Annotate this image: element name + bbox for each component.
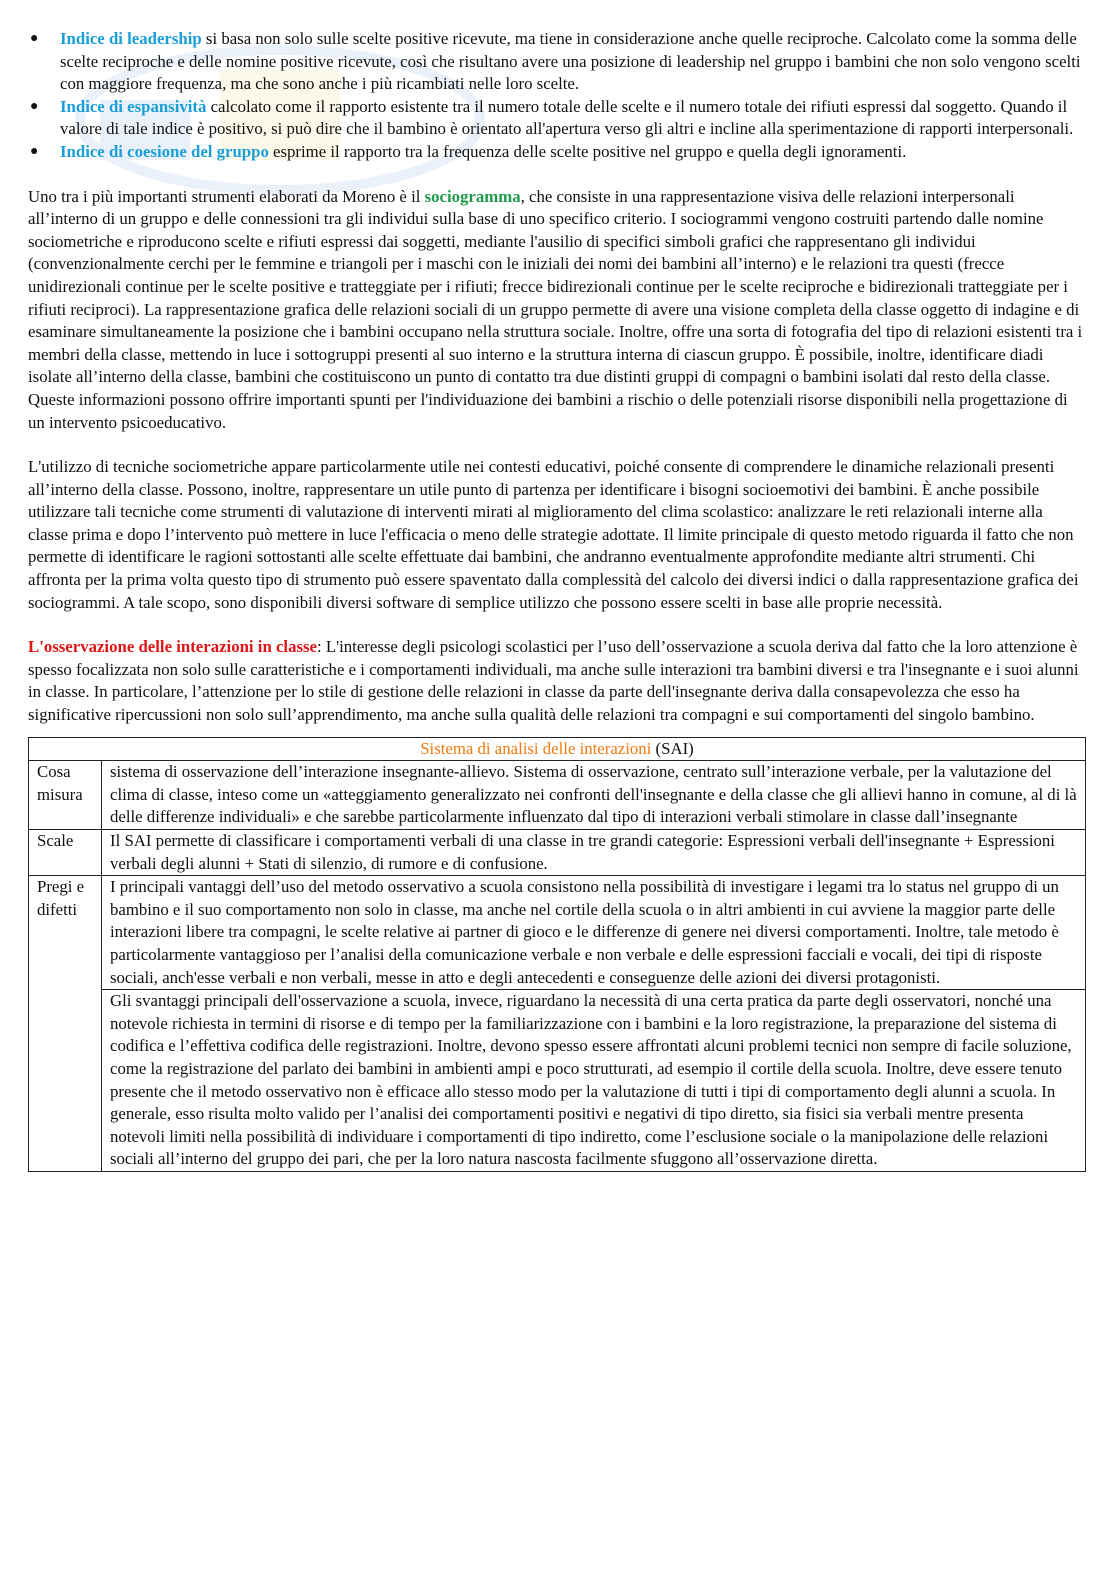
term-leadership: Indice di leadership [60,29,202,48]
row-label: Pregi e difetti [29,876,102,1172]
paragraph-text: Uno tra i più importanti strumenti elaborati da Moreno è il [28,186,425,206]
row-label: Cosa misura [29,761,102,830]
term-osservazione: L'osservazione delle interazioni in classe [28,637,317,657]
bullet-icon: ● [30,31,39,46]
table-row [29,830,1086,876]
paragraph-text: , che consiste in una rappresentazione visiva delle relazioni interpersonali all’interno di un gruppo e delle connessioni tra gli individui sulla base di uno specifico criterio. I sociogrammi vengono costruiti partendo dalle nomine sociometriche e riproducono scelte e rifiuti espressi dai soggetti, mediante l'ausilio di specifici simboli grafici che rappresentano gli individui (convenzionalmente cerchi per le femmine e triangoli per i maschi con le iniziali dei nomi dei bambini all’interno) e le relazioni tra questi (frecce unidirezionali continue per le scelte positive e tratteggiate per i rifiuti; frecce bidirezionali continue per le scelte reciproche e bidirezionali tratteggiate per i rifiuti reciproci). La rappresentazione grafica delle relazioni sociali di un gruppo permette di avere una visione completa della classe oggetto di indagine e di esaminare simultaneamente la posizione che i bambini occupano nella struttura sociale. Inoltre, offre una sorta di fotografia del tipo di relazioni esistenti tra i membri della classe, mettendo in luce i sottogruppi presenti al suo interno e la struttura interna di ciascun gruppo. È possibile, inoltre, identificare diadi isolate all’interno della classe, bambini che costituiscono un punto di contatto tra due distinti gruppi di compagni o bambini isolati dal resto della classe. Queste informazioni possono offrire importanti spunti per l'individuazione dei bambini a rischio o delle potenziali risorse disponibili nella progettazione di un intervento psicoeducativo. [28,186,1083,432]
table-row [29,876,1086,990]
table-header-row [29,737,1086,761]
row-label: Scale [29,830,102,876]
list-item [28,28,1086,96]
paragraph-sociogramma [28,186,1086,435]
table-title-term: Sistema di analisi delle interazioni [420,738,652,758]
list-item [28,141,1086,164]
term-coesione: Indice di coesione del gruppo [60,141,269,161]
table-row [29,761,1086,830]
paragraph-text: : L'interesse degli psicologi scolastici per l’uso dell’osservazione a scuola deriva dal fatto che la loro attenzione è spesso focalizzata non solo sulle caratteristiche e i comportamenti individuali, ma anche sulle interazioni tra bambini diversi e tra l'insegnante e i suoi alunni in classe. In particolare, l’attenzione per lo stile di gestione delle relazioni in classe da parte dell'insegnante deriva dalla consapevolezza che esso ha significative ripercussioni non solo sull’apprendimento, ma anche sulla qualità delle relazioni tra compagni e sui comportamenti del singolo bambino. [28,637,1079,725]
list-item-text: calcolato come il rapporto esistente tra il numero totale delle scelte e il numero totale dei rifiuti espressi dal soggetto. Quando il valore di tale indice è positivo, si può dire che il bambino è orientato all'apertura verso gli altri e incline alla sperimentazione di rapporti interpersonali. [60,96,1074,139]
paragraph-osservazione [28,636,1086,726]
table-title [29,737,1086,761]
bullet-icon: ● [30,98,39,114]
term-espansivita: Indice di espansività [60,96,207,116]
table-title-suffix: (SAI) [651,738,694,758]
table-row [29,990,1086,1172]
row-text: I principali vantaggi dell’uso del metodo osservativo a scuola consistono nella possibilità di investigare i legami tra lo status nel gruppo di un bambino e il suo comportamento non solo in classe, ma anche nel cortile della scuola o in altri ambienti in cui avviene la maggior parte delle interazioni libere tra compagni, le scelte relative ai partner di gioco e le differenze di genere nei diversi comportamenti. Inoltre, tale metodo è particolarmente vantaggioso per l’analisi della comunicazione verbale e non verbale e delle espressioni facciali e vocali, dei tipi di risposte sociali, anch'esse verbali e non verbali, messe in atto e degli antecedenti e conseguenze delle azioni dei diversi protagonisti. [102,876,1086,990]
sai-table [28,737,1086,1172]
list-item-text: si basa non solo sulle scelte positive ricevute, ma tiene in considerazione anche quelle reciproche. Calcolato come la somma delle scelte reciproche e delle nomine positive ricevute, così che risultano avere una posizione di leadership nel gruppo i bambini che non solo vengono scelti con maggiore frequenza, ma che sono anche i più ricambiati nelle loro scelte. [60,29,1081,94]
term-sociogramma: sociogramma [424,186,521,206]
paragraph-tecniche: L'utilizzo di tecniche sociometriche appare particolarmente utile nei contesti educativi, poiché consente di comprendere le dinamiche relazionali presenti all’interno della classe. Possono, inoltre, rappresentare un utile punto di partenza per identificare i bisogni socioemotivi dei bambini. È anche possibile utilizzare tali tecniche come strumenti di valutazione di interventi mirati al miglioramento del clima scolastico: analizzare le reti relazionali interne alla classe prima e dopo l’intervento può mettere in luce l'efficacia o meno delle strategie adottate. Il limite principale di questo metodo riguarda il fatto che non permette di identificare le ragioni sottostanti alle scelte effettuate dai bambini, che andranno eventualmente approfondite mediante altri strumenti. Chi affronta per la prima volta questo tipo di strumento può essere spaventato dalla complessità del calcolo dei diversi indici o dalla rappresentazione grafica dei sociogrammi. A tale scopo, sono disponibili diversi software di semplice utilizzo che possono essere scelti in base alle proprie necessità. [28,457,1079,612]
bullet-icon: ● [30,143,39,159]
index-list [28,28,1086,164]
list-item [28,96,1086,141]
row-text: sistema di osservazione dell’interazione insegnante-allievo. Sistema di osservazione, centrato sull’interazione verbale, per la valutazione del clima di classe, inteso come un «atteggiamento generalizzato nei confronti dell'insegnante e della classe che gli allievi hanno in comune, al di là delle differenze individuali» e che sarebbe particolarmente influenzato dal tipo di interazioni verbali stimolare in classe dall’insegnante [102,761,1086,830]
row-text: Gli svantaggi principali dell'osservazione a scuola, invece, riguardano la necessità di una certa pratica da parte degli osservatori, nonché una notevole richiesta in termini di risorse e di tempo per la familiarizzazione con i bambini e la loro registrazione, la preparazione del sistema di codifica e l’effettiva codifica delle registrazioni. Inoltre, devono spesso essere affrontati alcuni problemi tecnici non sempre di facile soluzione, come la registrazione del parlato dei bambini in ambienti ampi e poco strutturati, ad esempio il cortile della scuola. Inoltre, deve essere tenuto presente che il metodo osservativo non è efficace allo stesso modo per la valutazione di tutti i tipi di comportamento degli alunni a scuola. In generale, esso risulta molto valido per l’analisi dei comportamenti positivi e negativi di tipo diretto, sia fisici sia verbali mentre presenta notevoli limiti nella possibilità di individuare i comportamenti di tipo indiretto, come l’esclusione sociale o la manipolazione delle relazioni sociali all’interno del gruppo dei pari, che per la loro natura nascosta facilmente sfuggono all’osservazione diretta. [102,990,1086,1172]
list-item-text: esprime il rapporto tra la frequenza delle scelte positive nel gruppo e quella degli ignoramenti. [268,141,907,161]
row-text: Il SAI permette di classificare i comportamenti verbali di una classe in tre grandi categorie: Espressioni verbali dell'insegnante + Espressioni verbali degli alunni + Stati di silenzio, di rumore e di confusione. [102,830,1086,876]
document-page [28,28,1086,1172]
